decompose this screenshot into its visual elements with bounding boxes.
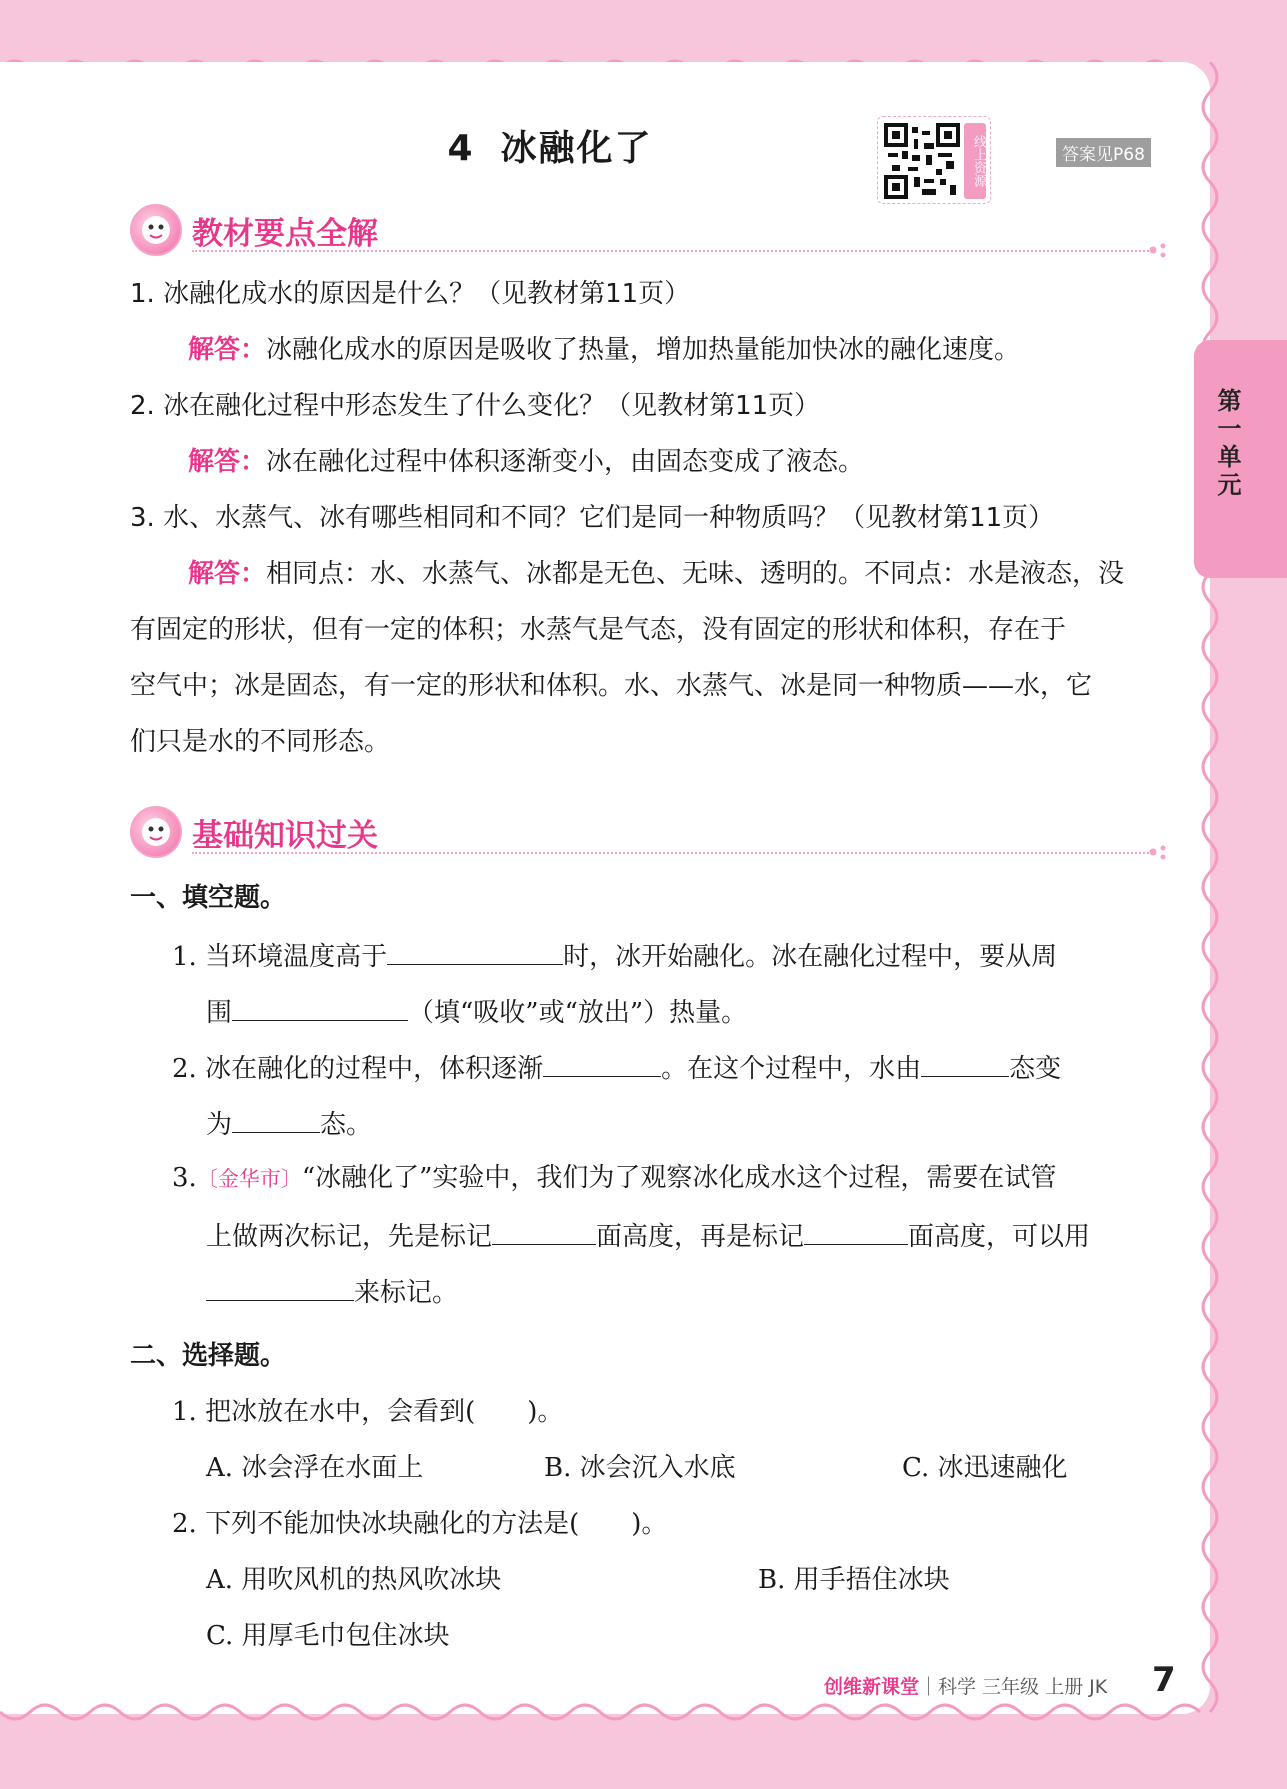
- answer-label: 解答：: [188, 447, 267, 477]
- fill-question-2-line-2: [206, 1106, 372, 1141]
- footer-details: ｜科学 三年级 上册 JK: [919, 1676, 1108, 1698]
- footer-info: [824, 1672, 1107, 1699]
- decor-dots-icon: [1148, 242, 1170, 258]
- fill-q2-part-c: 态变: [1009, 1054, 1062, 1084]
- fill-in-title: 一、填空题。: [130, 883, 287, 913]
- answer-3-line-3: 空气中；冰是固态，有一定的形状和体积。水、水蒸气、冰是同一种物质——水，它: [130, 671, 1093, 701]
- answer-2-text: 冰在融化过程中体积逐渐变小，由固态变成了液态。: [266, 447, 865, 477]
- answer-blank[interactable]: [232, 994, 408, 1021]
- lesson-title-text: 冰融化了: [500, 128, 653, 169]
- answer-blank[interactable]: [543, 1050, 661, 1077]
- right-wave-border: [1196, 62, 1230, 1714]
- footer-brand: 创维新课堂: [824, 1676, 920, 1698]
- fill-q3-part-f: 来标记。: [354, 1278, 459, 1308]
- answer-reference: 答案见P68: [1056, 138, 1151, 167]
- page-number: 7: [1152, 1660, 1176, 1700]
- answer-blank[interactable]: [921, 1050, 1009, 1077]
- fill-question-3-line-2: [206, 1218, 1090, 1253]
- answer-blank[interactable]: [492, 1218, 596, 1245]
- fill-question-1-line-1: [172, 938, 1057, 973]
- fill-q2-part-a: 2. 冰在融化的过程中，体积逐渐: [172, 1054, 544, 1084]
- fill-q1-part-a: 1. 当环境温度高于: [172, 942, 388, 972]
- choice-question-1: 1. 把冰放在水中，会看到( )。: [172, 1397, 564, 1427]
- region-tag: 〔金华市〕: [196, 1167, 302, 1191]
- unit-side-tab-label: 第一单元: [1213, 388, 1241, 500]
- mascot-icon: [130, 806, 182, 858]
- question-2: 2. 冰在融化过程中形态发生了什么变化？（见教材第11页）: [130, 391, 821, 421]
- fill-q3-number: 3.: [172, 1163, 197, 1193]
- fill-question-1-line-2: [206, 994, 747, 1029]
- mascot-icon: [130, 204, 182, 256]
- section-header-key-points: [130, 202, 1170, 256]
- answer-blank[interactable]: [387, 938, 563, 965]
- question-3: 3. 水、水蒸气、冰有哪些相同和不同？它们是同一种物质吗？（见教材第11页）: [130, 503, 1055, 533]
- fill-q1-part-d: （填“吸收”或“放出”）热量。: [408, 998, 748, 1028]
- answer-blank[interactable]: [804, 1218, 908, 1245]
- answer-label: 解答：: [188, 335, 267, 365]
- section-header-basics: [130, 804, 1170, 858]
- fill-q1-part-b: 时，冰开始融化。冰在融化过程中，要从周: [563, 942, 1058, 972]
- choice-2-option-c[interactable]: C. 用厚毛巾包住冰块: [206, 1621, 450, 1651]
- fill-q3-part-d: 面高度，再是标记: [596, 1222, 805, 1252]
- section-title: 基础知识过关: [192, 818, 378, 854]
- section-title: 教材要点全解: [192, 216, 378, 252]
- online-resource-tag: 线上资源: [964, 123, 986, 199]
- answer-1: [188, 334, 1020, 366]
- fill-q1-part-c: 围: [206, 998, 233, 1028]
- choice-1-option-c[interactable]: C. 冰迅速融化: [902, 1453, 1068, 1483]
- section-divider: [192, 250, 1152, 252]
- answer-3-line-4: 们只是水的不同形态。: [130, 727, 391, 757]
- online-resource-box[interactable]: [877, 116, 991, 204]
- answer-blank[interactable]: [232, 1106, 320, 1133]
- fill-q2-part-d: 为: [206, 1110, 233, 1140]
- lesson-number: 4: [447, 128, 475, 169]
- fill-q2-part-b: 。在这个过程中，水由: [661, 1054, 922, 1084]
- answer-2: [188, 446, 864, 478]
- choice-1-option-a[interactable]: A. 冰会浮在水面上: [206, 1453, 424, 1483]
- choice-question-2: 2. 下列不能加快冰块融化的方法是( )。: [172, 1509, 668, 1539]
- answer-3-line-1: [188, 558, 1124, 590]
- fill-question-3-line-3: [206, 1274, 458, 1309]
- answer-blank[interactable]: [206, 1274, 354, 1301]
- choice-2-option-b[interactable]: B. 用手捂住冰块: [758, 1565, 950, 1595]
- answer-1-text: 冰融化成水的原因是吸收了热量，增加热量能加快冰的融化速度。: [266, 335, 1021, 365]
- choice-title: 二、选择题。: [130, 1341, 287, 1371]
- question-1: 1. 冰融化成水的原因是什么？（见教材第11页）: [130, 279, 691, 309]
- fill-q3-part-e: 面高度，可以用: [908, 1222, 1091, 1252]
- answer-3-line-2: 有固定的形状，但有一定的体积；水蒸气是气态，没有固定的形状和体积，存在于: [130, 615, 1067, 645]
- section-divider: [192, 852, 1152, 854]
- unit-side-tab: [1194, 340, 1287, 578]
- fill-q3-part-b: “冰融化了”实验中，我们为了观察冰化成水这个过程，需要在试管: [301, 1163, 1057, 1193]
- answer-label: 解答：: [188, 559, 267, 589]
- fill-question-2-line-1: [172, 1050, 1061, 1085]
- choice-1-option-b[interactable]: B. 冰会沉入水底: [544, 1453, 736, 1483]
- fill-q3-part-c: 上做两次标记，先是标记: [206, 1222, 493, 1252]
- fill-question-3-line-1: [172, 1162, 1056, 1195]
- fill-q2-part-e: 态。: [320, 1110, 373, 1140]
- answer-3-text-1: 相同点：水、水蒸气、冰都是无色、无味、透明的。不同点：水是液态，没: [266, 559, 1125, 589]
- qr-code-icon[interactable]: [884, 123, 960, 199]
- decor-dots-icon: [1148, 844, 1170, 860]
- choice-2-option-a[interactable]: A. 用吹风机的热风吹冰块: [206, 1565, 502, 1595]
- bottom-wave-border: [0, 1698, 1210, 1732]
